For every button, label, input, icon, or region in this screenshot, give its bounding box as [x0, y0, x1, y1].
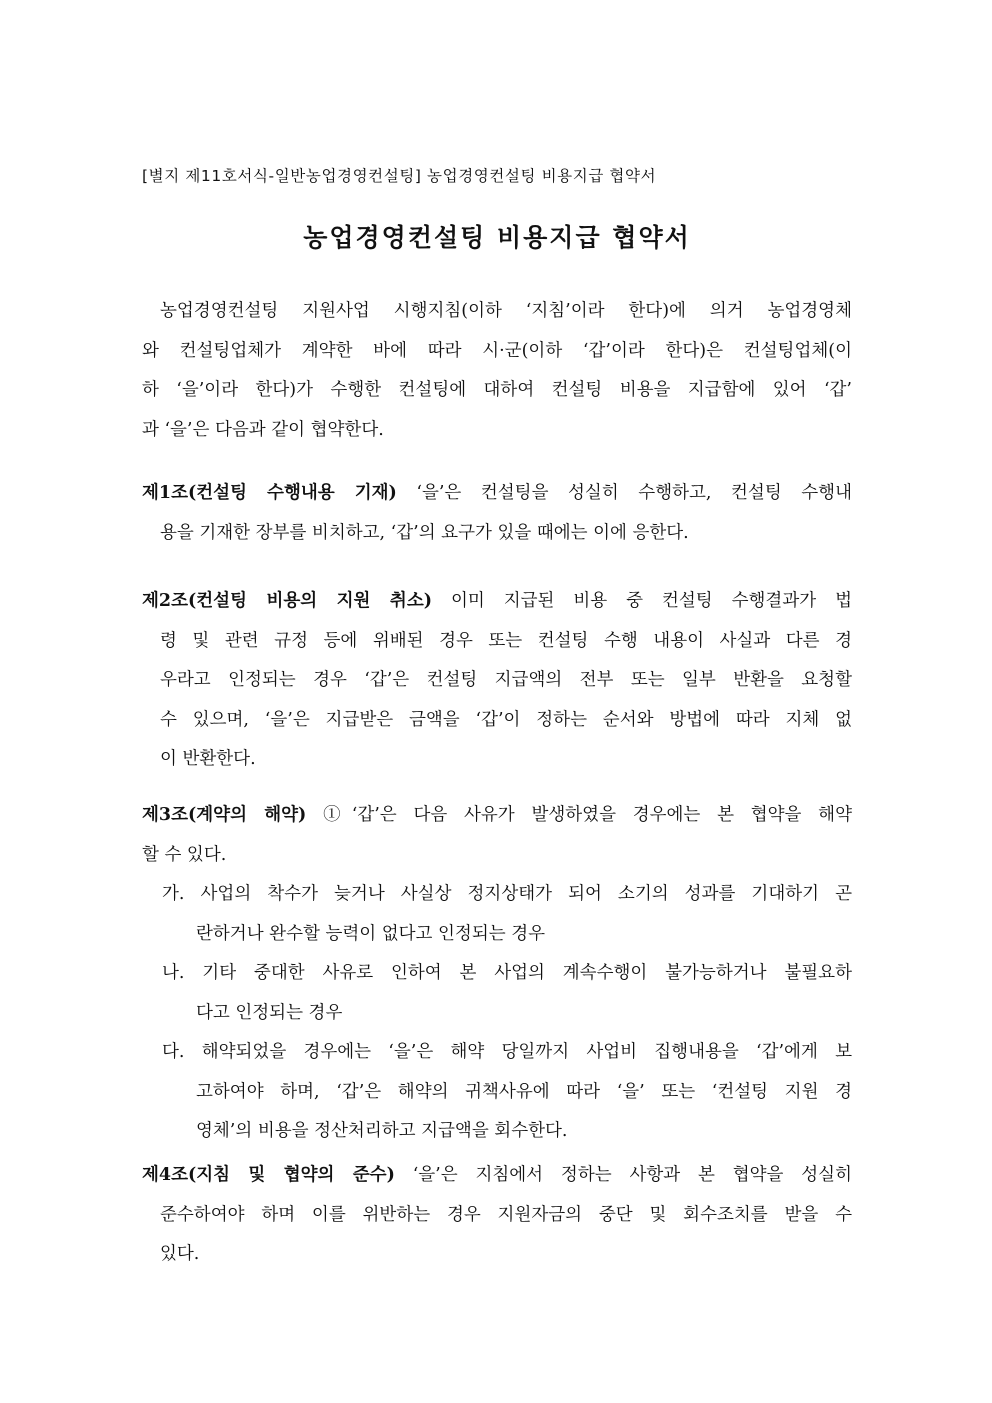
article-2 — [142, 582, 852, 780]
article-1-line — [142, 474, 852, 514]
article-3-item-ga-cont: 란하거나 완수할 능력이 없다고 인정되는 경우 — [196, 923, 546, 944]
article-4-text: ‘을’은 지침에서 정하는 사항과 본 협약을 성실히 — [394, 1165, 852, 1185]
document-title: 농업경영컨설팅 비용지급 협약서 — [303, 223, 691, 252]
preamble-line: 농업경영컨설팅 지원사업 시행지침(이하 ‘지침’이라 한다)에 의거 농업경영체 — [160, 301, 852, 321]
preamble-line: 하 ‘을’이라 한다)가 수행한 컨설팅에 대하여 컨설팅 비용을 지급함에 있어 ‘갑’ — [142, 380, 852, 400]
preamble-line: 와 컨설팅업체가 계약한 바에 따라 시·군(이하 ‘갑’이라 한다)은 컨설팅업체(이 — [142, 340, 852, 361]
article-3-text: ①‘갑’은 다음 사유가 발생하였을 경우에는 본 협약을 해약 — [306, 805, 852, 825]
article-1 — [142, 474, 852, 553]
preamble-line: 과 ‘을’은 다음과 같이 협약한다. — [142, 419, 384, 440]
article-3-item-da-cont: 영체’의 비용을 정산처리하고 지급액을 회수한다. — [196, 1121, 568, 1141]
article-3 — [142, 796, 852, 1152]
article-4-line — [142, 1156, 852, 1196]
article-4 — [142, 1156, 852, 1275]
article-1-heading: 제1조(컨설팅 수행내용 기재) — [142, 483, 397, 503]
article-2-line — [142, 582, 852, 622]
preamble — [142, 292, 852, 450]
article-4-line: 준수하여야 하며 이를 위반하는 경우 지원자금의 중단 및 회수조치를 받을 수 — [160, 1204, 852, 1225]
article-3-item-na: 나. 기타 중대한 사유로 인하여 본 사업의 계속수행이 불가능하거나 불필요하 — [162, 963, 852, 983]
article-3-line: 할 수 있다. — [142, 844, 227, 865]
form-label: [별지 제11호서식-일반농업경영컨설팅] 농업경영컨설팅 비용지급 협약서 — [142, 167, 657, 185]
article-4-line: 있다. — [160, 1244, 200, 1264]
article-2-line: 수 있으며, ‘을’은 지급받은 금액을 ‘갑’이 정하는 순서와 방법에 따라 지체 없 — [160, 709, 852, 730]
article-4-heading: 제4조(지침 및 협약의 준수) — [142, 1165, 395, 1185]
article-3-item-na-cont: 다고 인정되는 경우 — [196, 1002, 343, 1023]
article-1-text: ‘을’은 컨설팅을 성실히 수행하고, 컨설팅 수행내 — [396, 483, 852, 503]
article-2-line: 령 및 관련 규정 등에 위배된 경우 또는 컨설팅 수행 내용이 사실과 다른 경 — [160, 630, 852, 651]
article-3-item-da-cont: 고하여야 하며, ‘갑’은 해약의 귀책사유에 따라 ‘을’ 또는 ‘컨설팅 지원 경 — [196, 1081, 852, 1102]
article-3-heading: 제3조(계약의 해약) — [142, 805, 307, 825]
article-3-item-ga: 가. 사업의 착수가 늦거나 사실상 정지상태가 되어 소기의 성과를 기대하기 곤 — [162, 884, 852, 904]
article-2-line: 우라고 인정되는 경우 ‘갑’은 컨설팅 지급액의 전부 또는 일부 반환을 요청할 — [160, 670, 852, 690]
article-2-line: 이 반환한다. — [160, 749, 256, 769]
article-2-text: 이미 지급된 비용 중 컨설팅 수행결과가 법 — [432, 591, 852, 611]
article-3-item-da: 다. 해약되었을 경우에는 ‘을’은 해약 당일까지 사업비 집행내용을 ‘갑’에게 보 — [162, 1042, 852, 1062]
article-1-line: 용을 기재한 장부를 비치하고, ‘갑’의 요구가 있을 때에는 이에 응한다. — [160, 522, 689, 543]
article-2-heading: 제2조(컨설팅 비용의 지원 취소) — [142, 591, 433, 611]
article-3-line — [142, 796, 852, 836]
